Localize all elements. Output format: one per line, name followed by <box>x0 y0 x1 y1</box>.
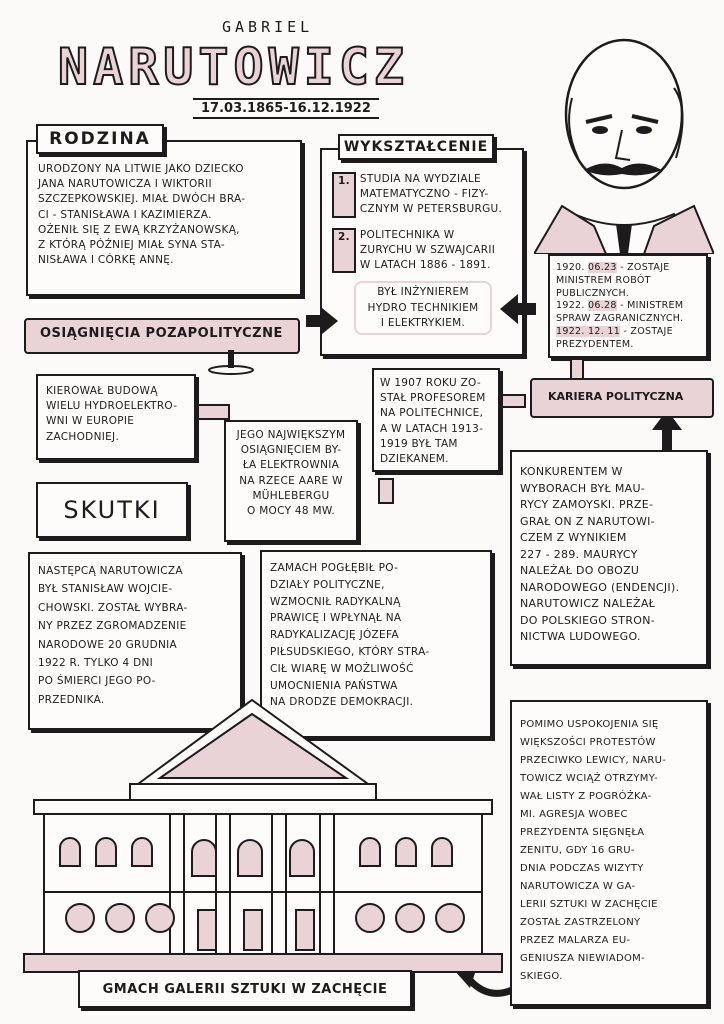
career-entry-2 <box>556 300 700 326</box>
professor-text: W 1907 ROKU ZO- STAŁ PROFESOREM NA POLITECHNICE, A W LATACH 1913- 1919 BYŁ TAM DZIEKANEM. <box>380 377 486 466</box>
education-number-1: 1. <box>332 172 356 218</box>
family-box <box>26 140 302 296</box>
pipe-connector-3 <box>500 394 526 408</box>
arrow-right-icon <box>304 306 340 336</box>
construction-text: KIEROWAŁ BUDOWĄ WIELU HYDROELEKTRO- WNI W EUROPIE ZACHODNIEJ. <box>46 385 178 443</box>
education-text-2: POLITECHNIKA W ZURYCHU W SZWAJCARII W LATACH 1886 - 1891. <box>359 228 496 272</box>
consequences-heading: SKUTKI <box>36 482 188 538</box>
page-title: NARUTOWICZ <box>58 38 410 96</box>
education-box <box>320 148 524 356</box>
pipe-connector-4 <box>570 358 584 380</box>
family-heading: RODZINA <box>36 124 164 154</box>
career-entry-3 <box>556 326 700 352</box>
rival-box <box>510 450 708 666</box>
arrow-left-icon <box>498 292 538 326</box>
family-text: URODZONY NA LITWIE JAKO DZIECKO JANA NARUTOWICZA I WIKTORII SZCZEPKOWSKIEJ. MIAŁ DWÓCH BRA- CI - STANISŁAWA I KAZIMIERZA. OŻENIŁ SIĘ Z EWĄ KRZYŻANOWSKĄ, Z KTÓRĄ PÓŹNIEJ MIAŁ SYNA STA- NISŁAWA I CÓRKĘ ANNĘ. <box>38 163 246 267</box>
professor-box <box>372 368 500 472</box>
career-date-2: 06.28 <box>588 300 617 312</box>
life-dates: 17.03.1865-16.12.1922 <box>193 98 379 119</box>
assassination-effect-text: ZAMACH POGŁĘBIŁ PO- DZIAŁY POLITYCZNE, WZMOCNIŁ RADYKALNĄ PRAWICĘ I WPŁYNĄŁ NA RADYKALIZACJĘ JÓZEFA PIŁSUDSKIEGO, KTÓRY STRA- CIŁ WIARĘ W MOŻLIWOŚĆ UMOCNIENIA PAŃSTWA NA DRODZE DEMOKRACJI. <box>270 562 430 709</box>
portrait-illustration <box>534 18 714 254</box>
career-date-1: 06.23 <box>588 262 617 273</box>
career-timeline-box <box>548 254 708 358</box>
assassination-text: POMIMO USPOKOJENIA SIĘ WIĘKSZOŚCI PROTESTÓW PRZECIWKO LEWICY, NARU- TOWICZ WCIĄŻ OTRZYMY- WAŁ LISTY Z POGRÓŻKA- MI. AGRESJA WOBEC PREZYDENTA SIĘGNĘŁA ZENITU, GDY 16 GRU- DNIA PODCZAS WIZYTY NARUTOWICZA W GA- LERII SZTUKI W ZACHĘCIE ZOSTAŁ ZASTRZELONY PRZEZ MALARZA EU- GENIUSZA NIEWIADOM- SKIEGO. <box>520 719 667 982</box>
building-caption: GMACH GALERII SZTUKI W ZACHĘCIE <box>78 970 412 1008</box>
career-desc-2: - MINISTREM SPRAW ZAGRANICZNYCH. <box>556 300 684 325</box>
education-item-1 <box>332 172 514 218</box>
first-name: GABRIEL <box>222 18 314 36</box>
pipe-connector-2 <box>378 478 394 504</box>
career-desc-1: - ZOSTAJE MINISTREM ROBÓT PUBLICZNYCH. <box>556 262 670 299</box>
engineer-note: BYŁ INŻYNIEREM HYDRO TECHNIKIEM I ELEKTRYKIEM. <box>354 281 492 335</box>
education-text-1: STUDIA NA WYDZIALE MATEMATYCZNO - FIZY- CZNYM W PETERSBURGU. <box>359 173 503 216</box>
successor-text: NASTĘPCĄ NARUTOWICZA BYŁ STANISŁAW WOJCIE- CHOWSKI. ZOSTAŁ WYBRA- NY PRZEZ ZGROMADZENIE NARODOWE 20 GRUDNIA 1922 R. TYLKO 4 DNI PO ŚMIERCI JEGO PO- PRZEDNIKA. <box>38 565 188 706</box>
achievements-heading: OSIĄGNIĘCIA POZAPOLITYCZNE <box>40 326 283 341</box>
career-date-3: 1922. 12. 11 <box>556 326 621 338</box>
education-number-2: 2. <box>332 228 356 274</box>
career-desc-3: - ZOSTAJE PREZYDENTEM. <box>556 326 673 350</box>
career-year-1: 1920. <box>556 262 585 273</box>
education-heading: WYKSZTAŁCENIE <box>338 134 494 160</box>
power-plant-box <box>224 420 358 542</box>
education-item-2 <box>332 228 514 274</box>
construction-box <box>36 374 196 460</box>
valve-icon <box>206 350 256 376</box>
career-year-2: 1922. <box>556 300 585 312</box>
power-plant-text: JEGO NAJWIĘKSZYM OSIĄGNIĘCIEM BY- ŁA ELEKTROWNIA NA RZECE AARE W MÜHLEBERGU O MOCY 48 MW. <box>236 429 346 518</box>
career-entry-1 <box>556 262 700 300</box>
zacheta-building-illustration <box>20 696 506 976</box>
political-career-heading: KARIERA POLITYCZNA <box>548 390 684 403</box>
assassination-box <box>510 700 708 1006</box>
pipe-connector-1 <box>196 404 230 420</box>
rival-text: KONKURENTEM W WYBORACH BYŁ MAU- RYCY ZAMOYSKI. PRZE- GRAŁ ON Z NARUTOWI- CZEM Z WYNIKIEM 227 - 289. MAURYCY NALEŻAŁ DO OBOZU NARODOWEGO (ENDENCJI). NARUTOWICZ NALEŻAŁ DO POLSKIEGO STRON- NICTWA LUDOWEGO. <box>520 465 680 643</box>
